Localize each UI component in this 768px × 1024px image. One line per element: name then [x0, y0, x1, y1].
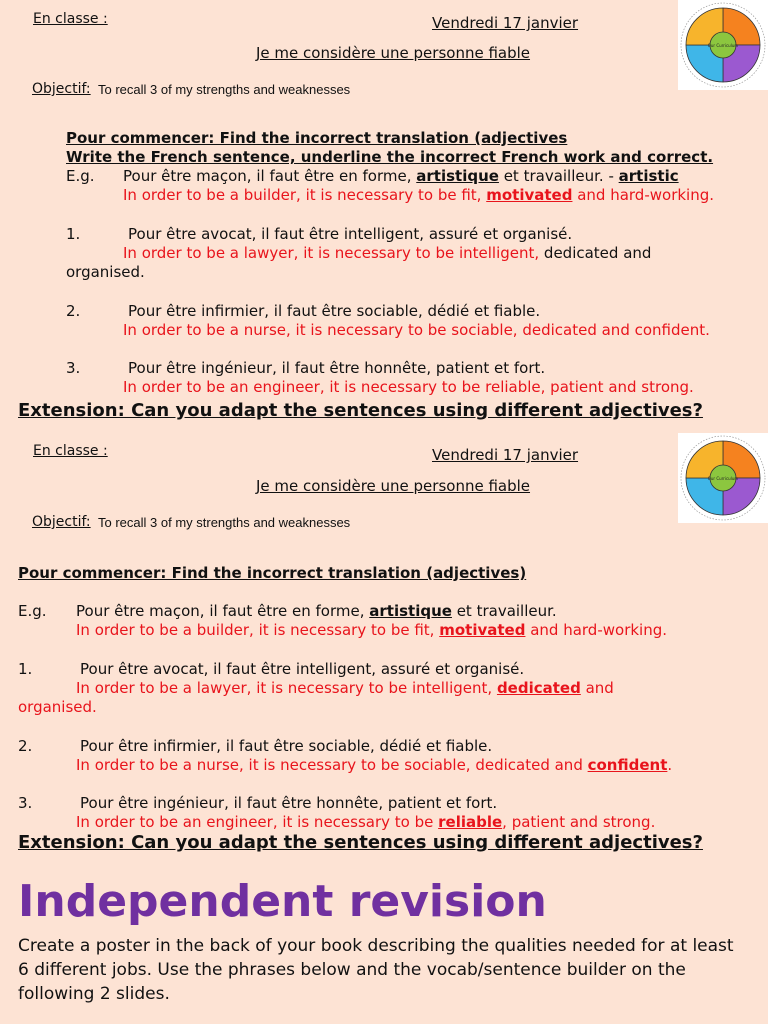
en-classe-label: En classe : [33, 443, 108, 459]
q2-french: Pour être infirmier, il faut être sociable, dédié et fiable. [80, 737, 493, 755]
slide-2 [0, 432, 768, 868]
en-classe-label: En classe : [33, 11, 108, 27]
eg-label: E.g. [66, 167, 95, 185]
lesson-title: Je me considère une personne fiable [256, 477, 531, 495]
q3-french: Pour être ingénieur, il faut être honnête, patient et fort. [128, 359, 546, 377]
eg-french: Pour être maçon, il faut être en forme, artistique et travailleur. [76, 602, 557, 620]
wheel-center-label: Our Curriculum [707, 476, 739, 481]
extension-task: Extension: Can you adapt the sentences using different adjectives? [18, 832, 703, 853]
q2-french: Pour être infirmier, il faut être sociable, dédié et fiable. [128, 302, 541, 320]
eg-label: E.g. [18, 602, 47, 620]
objectif-text: To recall 3 of my strengths and weaknesses [98, 82, 351, 97]
starter-line-1: Pour commencer: Find the incorrect translation (adjectives [66, 129, 568, 147]
objectif-label: Objectif: [32, 81, 91, 97]
slide-3 [0, 868, 768, 1024]
slide-1 [0, 0, 768, 432]
q3-french: Pour être ingénieur, il faut être honnête, patient et fort. [80, 794, 498, 812]
q3-number: 3. [18, 794, 33, 812]
extension-task: Extension: Can you adapt the sentences using different adjectives? [18, 400, 703, 421]
q1-number: 1. [66, 225, 81, 243]
q2-number: 2. [66, 302, 81, 320]
objectif-text: To recall 3 of my strengths and weaknesses [98, 515, 351, 530]
q2-number: 2. [18, 737, 33, 755]
wheel-center-label: Our Curriculum [707, 43, 739, 48]
q1-french: Pour être avocat, il faut être intelligent, assuré et organisé. [80, 660, 525, 678]
eg-french: Pour être maçon, il faut être en forme, artistique et travailleur. - artistic [123, 167, 679, 185]
independent-revision-title: Independent revision [18, 876, 547, 927]
starter-line-2: Write the French sentence, underline the incorrect French work and correct. [66, 148, 714, 166]
q2-english: In order to be a nurse, it is necessary to be sociable, dedicated and confident. [123, 321, 710, 339]
q1-number: 1. [18, 660, 33, 678]
q1-english-cont: organised. [66, 263, 145, 281]
objectif-label: Objectif: [32, 514, 91, 530]
q1-english-cont: organised. [18, 698, 97, 716]
q3-english: In order to be an engineer, it is necessary to be reliable, patient and strong. [123, 378, 694, 396]
eg-english: In order to be a builder, it is necessary to be fit, motivated and hard-working. [76, 621, 668, 639]
starter-line: Pour commencer: Find the incorrect translation (adjectives) [18, 564, 527, 582]
q2-english: In order to be a nurse, it is necessary to be sociable, dedicated and confident. [76, 756, 673, 774]
curriculum-wheel-icon [678, 0, 768, 90]
eg-english: In order to be a builder, it is necessary to be fit, motivated and hard-working. [123, 186, 715, 204]
q3-english: In order to be an engineer, it is necessary to be reliable, patient and strong. [76, 813, 656, 831]
date: Vendredi 17 janvier [432, 446, 579, 464]
q1-french: Pour être avocat, il faut être intelligent, assuré et organisé. [128, 225, 573, 243]
date: Vendredi 17 janvier [432, 14, 579, 32]
revision-instructions: Create a poster in the back of your book describing the qualities needed for at least 6 different jobs. Use the phrases below and the vocab/sentence builder on the following 2 slides. [18, 936, 734, 1004]
q1-english: In order to be a lawyer, it is necessary to be intelligent, dedicated and [76, 679, 614, 697]
q3-number: 3. [66, 359, 81, 377]
lesson-title: Je me considère une personne fiable [256, 44, 531, 62]
curriculum-wheel-icon [678, 433, 768, 523]
q1-english: In order to be a lawyer, it is necessary to be intelligent, dedicated and [123, 244, 652, 262]
